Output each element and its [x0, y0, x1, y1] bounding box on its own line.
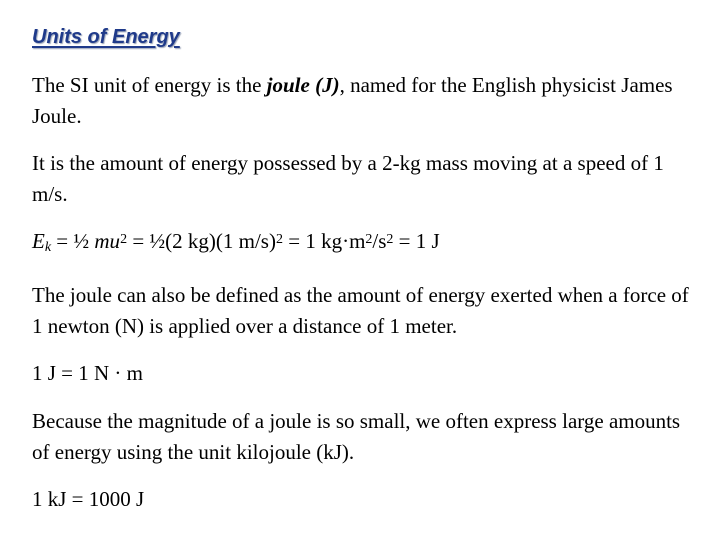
equation-part-3: = 1 kg·m: [282, 229, 366, 253]
newton-meter-paragraph: The joule can also be defined as the amount of energy exerted when a force of 1 newton (N) is applied over a distance of 1 meter.: [32, 283, 689, 338]
joule-definition-text-before: The SI unit of energy is the: [32, 73, 267, 97]
equation-part-1: = ½: [51, 229, 95, 253]
equation-part-5: = 1 J: [393, 229, 440, 253]
slide-title: Units of Energy: [32, 26, 180, 48]
kilojoule-equation: 1 kJ = 1000 J: [32, 487, 145, 511]
joule-newton-meter-equation: 1 J = 1 N · m: [32, 361, 144, 385]
exponent-3: 2: [365, 232, 373, 247]
equation-part-4: /s: [372, 229, 387, 253]
kinetic-energy-equation: [32, 226, 702, 257]
exponent-4: 2: [386, 232, 394, 247]
equation-part-2: = ½(2 kg)(1 m/s): [127, 229, 276, 253]
joule-definition-paragraph: [32, 70, 702, 132]
energy-symbol: E: [32, 229, 45, 253]
exponent-1: 2: [120, 232, 128, 247]
joule-definition-text-after: , named for the English physicist James Joule.: [32, 73, 673, 128]
mu-symbol: mu: [94, 229, 121, 253]
kinetic-subscript: k: [44, 240, 52, 255]
kilojoule-paragraph: Because the magnitude of a joule is so small, we often express large amounts of energy using the unit kilojoule (kJ).: [32, 409, 681, 464]
energy-amount-paragraph: It is the amount of energy possessed by a 2-kg mass moving at a speed of 1 m/s.: [32, 151, 664, 206]
exponent-2: 2: [275, 232, 283, 247]
joule-term: joule (J): [266, 73, 340, 97]
